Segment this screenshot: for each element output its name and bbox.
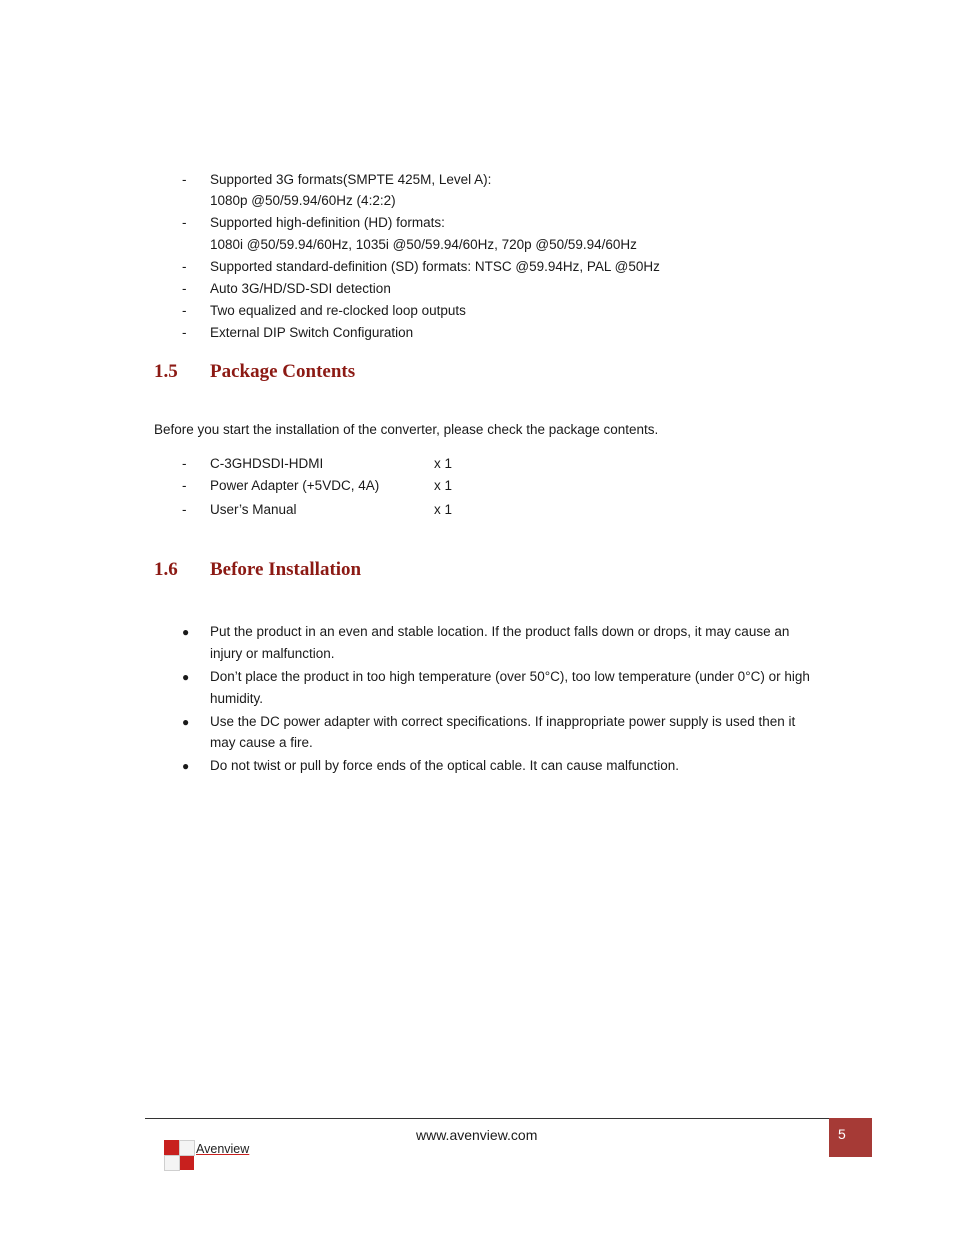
feature-text: Two equalized and re-clocked loop outputs [210, 303, 466, 318]
logo-square-icon [179, 1155, 194, 1170]
bullet-icon: ● [182, 625, 190, 639]
instruction-text: Put the product in an even and stable location. If the product falls down or drops, it may cause an [210, 624, 790, 639]
instruction-text: injury or malfunction. [210, 646, 335, 661]
package-item-qty: x 1 [434, 456, 453, 471]
feature-text: Supported 3G formats(SMPTE 425M, Level A): [210, 172, 492, 187]
instruction-text: may cause a fire. [210, 735, 313, 750]
package-item-name: User’s Manual [210, 502, 297, 517]
feature-text: External DIP Switch Configuration [210, 325, 414, 340]
list-dash: - [182, 281, 187, 296]
feature-text: Supported high-definition (HD) formats: [210, 215, 445, 230]
list-dash: - [182, 259, 187, 274]
instruction-text: humidity. [210, 691, 264, 706]
bullet-icon: ● [182, 715, 190, 729]
list-dash: - [182, 215, 187, 230]
section-number: 1.6 [154, 559, 178, 580]
logo-text: Avenview [196, 1142, 250, 1156]
package-item-name: C-3GHDSDI-HDMI [210, 456, 324, 471]
list-dash: - [182, 172, 187, 187]
feature-text: Supported standard-definition (SD) formats: NTSC @59.94Hz, PAL @50Hz [210, 259, 660, 274]
feature-text: 1080p @50/59.94/60Hz (4:2:2) [210, 193, 396, 208]
footer-website: www.avenview.com [416, 1127, 538, 1143]
feature-text: 1080i @50/59.94/60Hz, 1035i @50/59.94/60Hz, 720p @50/59.94/60Hz [210, 237, 637, 252]
bullet-icon: ● [182, 759, 190, 773]
section-title: Package Contents [210, 361, 356, 382]
instruction-text: Don’t place the product in too high temperature (over 50°C), too low temperature (under 0°C) or high [210, 669, 810, 684]
package-item-qty: x 1 [434, 478, 453, 493]
section-intro: Before you start the installation of the converter, please check the package contents. [154, 422, 659, 437]
section-title: Before Installation [210, 559, 362, 580]
page-number-badge [829, 1118, 872, 1157]
package-item-name: Power Adapter (+5VDC, 4A) [210, 478, 380, 493]
list-dash: - [182, 502, 187, 517]
logo-square-icon [164, 1155, 180, 1171]
list-dash: - [182, 478, 187, 493]
feature-text: Auto 3G/HD/SD-SDI detection [210, 281, 391, 296]
package-item-qty: x 1 [434, 502, 453, 517]
instruction-text: Do not twist or pull by force ends of the optical cable. It can cause malfunction. [210, 758, 679, 773]
footer-divider [145, 1118, 871, 1119]
list-dash: - [182, 456, 187, 471]
logo-square-icon [164, 1140, 179, 1155]
bullet-icon: ● [182, 670, 190, 684]
logo-square-icon [179, 1140, 195, 1156]
list-dash: - [182, 325, 187, 340]
instruction-text: Use the DC power adapter with correct specifications. If inappropriate power supply is used then it [210, 714, 796, 729]
section-number: 1.5 [154, 361, 178, 382]
list-dash: - [182, 303, 187, 318]
page-number: 5 [838, 1126, 846, 1142]
